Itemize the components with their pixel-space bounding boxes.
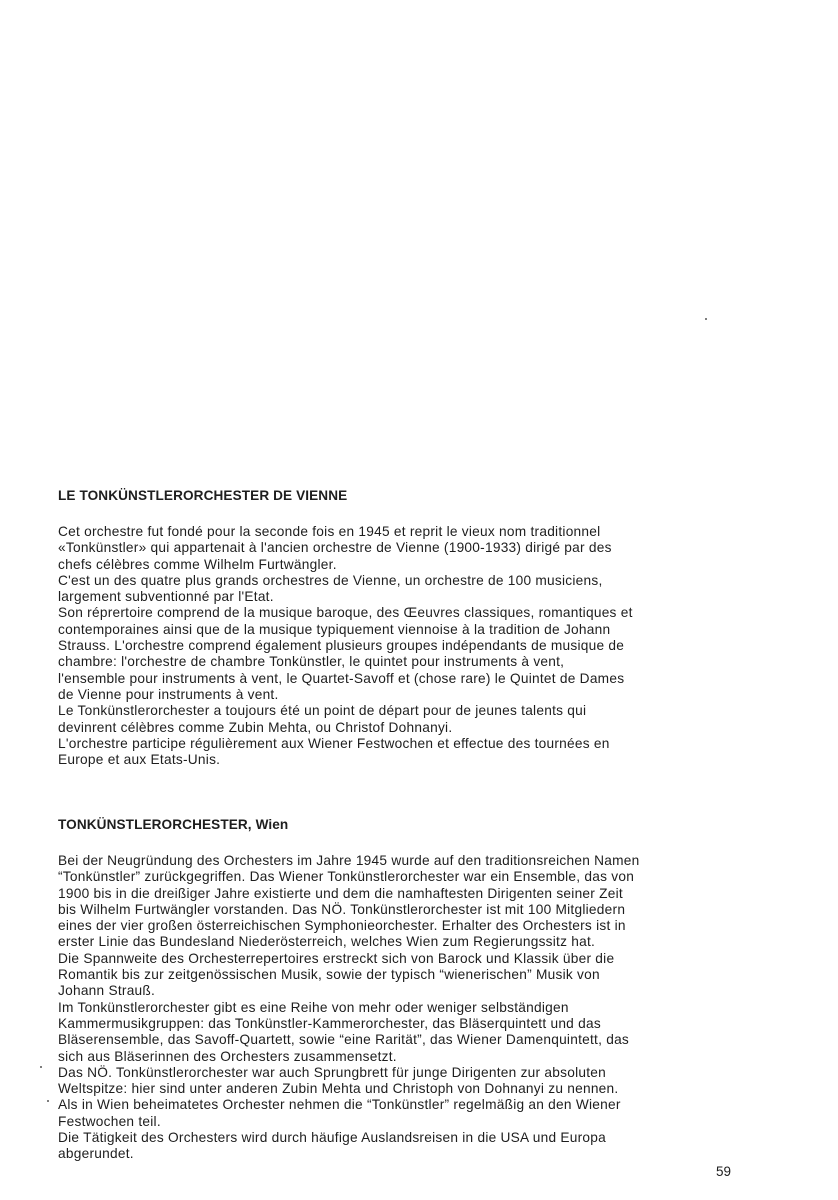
body-line: largement subventionné par l'Etat. — [58, 589, 274, 605]
body-line: Das NÖ. Tonkünstlerorchester war auch Sprungbrett für junge Dirigenten zur absoluten — [58, 1064, 606, 1080]
body-line: L'orchestre participe régulièrement aux Wiener Festwochen et effectue des tournées en — [58, 735, 610, 751]
body-line: chambre: l'orchestre de chambre Tonkünstler, le quintet pour instruments à vent, — [58, 654, 565, 670]
body-line: Le Tonkünstlerorchester a toujours été un point de départ pour de jeunes talents qui — [58, 703, 587, 719]
body-line: eines der vier großen österreichischen Symphonieorchester. Erhalter des Orchesters ist in — [58, 918, 626, 934]
body-line: Bei der Neugründung des Orchesters im Jahre 1945 wurde auf den traditionsreichen Namen — [58, 853, 640, 868]
body-line: chefs célèbres comme Wilhelm Furtwängler. — [58, 556, 337, 572]
body-line: Romantik bis zur zeitgenössischen Musik, sowie der typisch “wienerischen” Musik von — [58, 967, 600, 983]
body-line: sich aus Bläserinnen des Orchesters zusammensetzt. — [58, 1048, 397, 1064]
body-line: C'est un des quatre plus grands orchestres de Vienne, un orchestre de 100 musiciens, — [58, 572, 603, 588]
body-line: «Tonkünstler» qui appartenait à l'ancien orchestre de Vienne (1900-1933) dirigé par des — [58, 540, 612, 556]
scan-speck — [40, 1066, 42, 1068]
body-line: contemporaines ainsi que de la musique typiquement viennoise à la tradition de Johann — [58, 621, 611, 637]
heading-text: TONKÜNSTLERORCHESTER, — [58, 817, 252, 832]
body-line: Strauss. L'orchestre comprend également plusieurs groupes indépendants de musique de — [58, 638, 625, 654]
body-line: Im Tonkünstlerorchester gibt es eine Reihe von mehr oder weniger selbständigen — [58, 999, 569, 1015]
body-line: Festwochen teil. — [58, 1113, 161, 1129]
body-line: l'ensemble pour instruments à vent, le Quartet-Savoff et (chose rare) le Quintet de Dames — [58, 670, 625, 686]
body-line: abgerundet. — [58, 1146, 134, 1162]
body-line: de Vienne pour instruments à vent. — [58, 686, 279, 702]
section-body — [58, 524, 798, 768]
body-line: Die Spannweite des Orchesterrepertoires erstreckt sich von Barock und Klassik über die — [58, 950, 615, 966]
page-number: 59 — [716, 1164, 732, 1179]
section-french — [58, 486, 798, 768]
body-line: Son réprertoire comprend de la musique baroque, des Œeuvres classiques, romantiques et — [58, 605, 633, 621]
scan-speck — [705, 318, 707, 320]
body-line: “Tonkünstler” zurückgegriffen. Das Wiener Tonkünstlerorchester war ein Ensemble, das von — [58, 869, 635, 885]
body-line: 1900 bis in die dreißiger Jahre existierte und dem die namhaftesten Dirigenten seiner Zeit — [58, 885, 623, 901]
section-heading — [58, 486, 798, 505]
body-line: Europe et aux Etats-Unis. — [58, 752, 221, 768]
body-line: Cet orchestre fut fondé pour la seconde fois en 1945 et reprit le vieux nom traditionnel — [58, 524, 601, 539]
section-heading — [58, 815, 798, 834]
heading-text: LE TONKÜNSTLERORCHESTER DE VIENNE — [58, 488, 348, 503]
body-line: Kammermusikgruppen: das Tonkünstler-Kammerorchester, das Bläserquintett und das — [58, 1015, 601, 1031]
section-german — [58, 815, 798, 1163]
scan-speck — [47, 1100, 49, 1102]
body-line: Johann Strauß. — [58, 983, 156, 999]
body-line: Bläserensemble, das Savoff-Quartett, sowie “eine Rarität”, das Wiener Damenquintett, das — [58, 1032, 630, 1048]
body-line: Die Tätigkeit des Orchesters wird durch häufige Auslandsreisen in die USA und Europa — [58, 1130, 607, 1146]
section-body — [58, 853, 798, 1163]
body-line: erster Linie das Bundesland Niederösterreich, welches Wien zum Regierungssitz hat. — [58, 934, 596, 950]
body-line: Als in Wien beheimatetes Orchester nehmen die “Tonkünstler” regelmäßig an den Wiener — [58, 1097, 621, 1113]
body-line: bis Wilhelm Furtwängler vorstanden. Das NÖ. Tonkünstlerorchester ist mit 100 Mitgliedern — [58, 901, 626, 917]
body-line: Weltspitze: hier sind unter anderen Zubin Mehta und Christoph von Dohnanyi zu nennen. — [58, 1081, 619, 1097]
heading-suffix: Wien — [251, 817, 289, 832]
body-line: devinrent célèbres comme Zubin Mehta, ou Christof Dohnanyi. — [58, 719, 453, 735]
